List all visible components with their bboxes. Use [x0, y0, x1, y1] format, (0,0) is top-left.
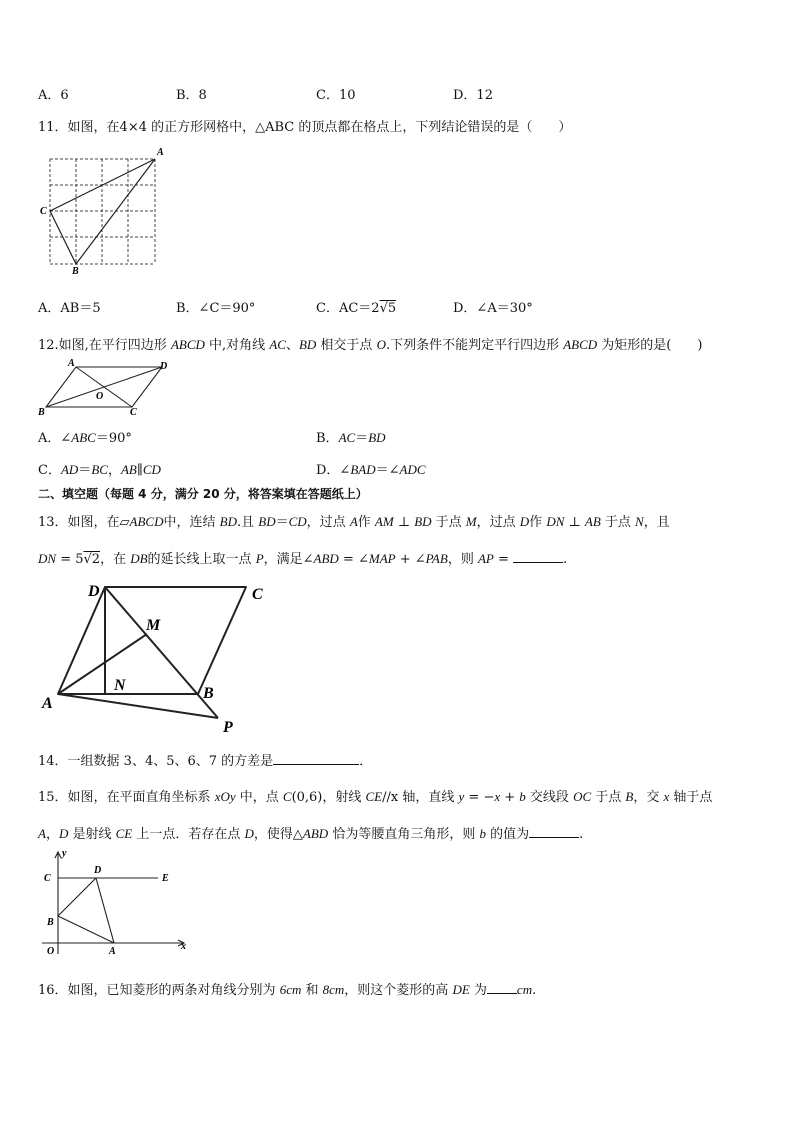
q12-parallelogram-figure — [36, 355, 176, 421]
segment-bd — [105, 587, 218, 718]
label-b: B — [72, 266, 79, 276]
q11-stem: 11．如图，在4×4 的正方形网格中，△ABC 的顶点都在格点上，下列结论错误的是（ ） — [38, 120, 572, 135]
label-b: B — [203, 685, 214, 702]
label-p: P — [223, 719, 233, 736]
q15-line1: 15．如图，在平面直角坐标系 xOy 中，点 C(0,6)，射线 CE//x 轴，直线 y = −x + b 交线段 OC 于点 B，交 x 轴于点 — [38, 789, 713, 805]
label-c: C — [44, 873, 51, 884]
q15-figure — [38, 846, 196, 958]
segment-ba — [58, 916, 114, 943]
q12-option-a: A．∠ABC＝90° — [38, 430, 132, 446]
label-d: D — [160, 361, 168, 372]
label-c: C — [130, 407, 137, 418]
label-a: A — [109, 946, 116, 957]
q10-option-a: A．6 — [38, 88, 69, 103]
q14: 14．一组数据 3、4、5、6、7 的方差是 ． — [38, 754, 373, 769]
label-a: A — [42, 695, 53, 712]
q13-figure — [38, 578, 278, 740]
q13-line1: 13．如图，在▱ABCD中，连结 BD.且 BD＝CD，过点 A作 AM ⊥ BD 于点 M，过点 D作 DN ⊥ AB 于点 N，且 — [38, 514, 670, 530]
q11-option-a: A．AB＝5 — [38, 301, 101, 316]
q11-option-c-text: C．AC＝2 — [316, 301, 380, 316]
segment-bd — [58, 878, 96, 916]
q16-answer-blank[interactable] — [487, 981, 517, 994]
label-o: O — [47, 946, 55, 957]
q10-option-d: D．12 — [453, 88, 493, 103]
label-d: D — [88, 583, 100, 600]
label-a: A — [157, 147, 164, 158]
label-c: C — [40, 206, 47, 217]
segment-ap — [58, 694, 218, 718]
q11-grid-figure — [36, 144, 172, 276]
section-title: 二、填空题（每题 4 分，满分 20 分，将答案填在答题纸上） — [38, 487, 368, 501]
q11-option-d: D．∠A＝30° — [453, 301, 533, 316]
label-n: N — [114, 677, 126, 694]
q10-option-b: B．8 — [176, 88, 207, 103]
label-d: D — [94, 865, 102, 876]
q12-option-d: D．∠BAD＝∠ADC — [316, 462, 426, 478]
label-b: B — [47, 917, 54, 928]
label-b: B — [38, 407, 45, 418]
label-m: M — [146, 617, 161, 634]
q12-option-c: C．AD＝BC，AB∥CD — [38, 462, 161, 478]
q13-answer-blank[interactable] — [513, 550, 563, 563]
segment-da — [96, 878, 114, 943]
sqrt-five: √5 — [379, 301, 397, 316]
q10-option-c: C．10 — [316, 88, 356, 103]
q12-option-b: B．AC＝BD — [316, 430, 386, 446]
q13-line2: DN = 5√2，在 DB的延长线上取一点 P，满足∠ABD = ∠MAP + ∠PAB，则 AP = . — [38, 551, 568, 567]
q15-line2: A，D 是射线 CE 上一点．若存在点 D，使得△ABD 恰为等腰直角三角形，则 b 的值为 . — [38, 826, 584, 842]
label-c: C — [252, 586, 263, 603]
label-a: A — [68, 358, 75, 369]
q11-option-c — [316, 297, 396, 316]
q12-stem: 12.如图,在平行四边形 ABCD 中,对角线 AC、BD 相交于点 O.下列条件不能判定平行四边形 ABCD 为矩形的是( ) — [38, 337, 703, 353]
label-o: O — [96, 391, 104, 402]
q15-answer-blank[interactable] — [529, 825, 579, 838]
label-x: x — [181, 941, 186, 952]
label-e: E — [162, 873, 169, 884]
diagonal-bd — [46, 367, 162, 407]
label-y: y — [62, 848, 67, 859]
q14-answer-blank[interactable] — [273, 752, 359, 765]
q11-option-b: B．∠C＝90° — [176, 301, 256, 316]
q16: 16．如图，已知菱形的两条对角线分别为 6cm 和 8cm，则这个菱形的高 DE 为 cm. — [38, 982, 537, 998]
